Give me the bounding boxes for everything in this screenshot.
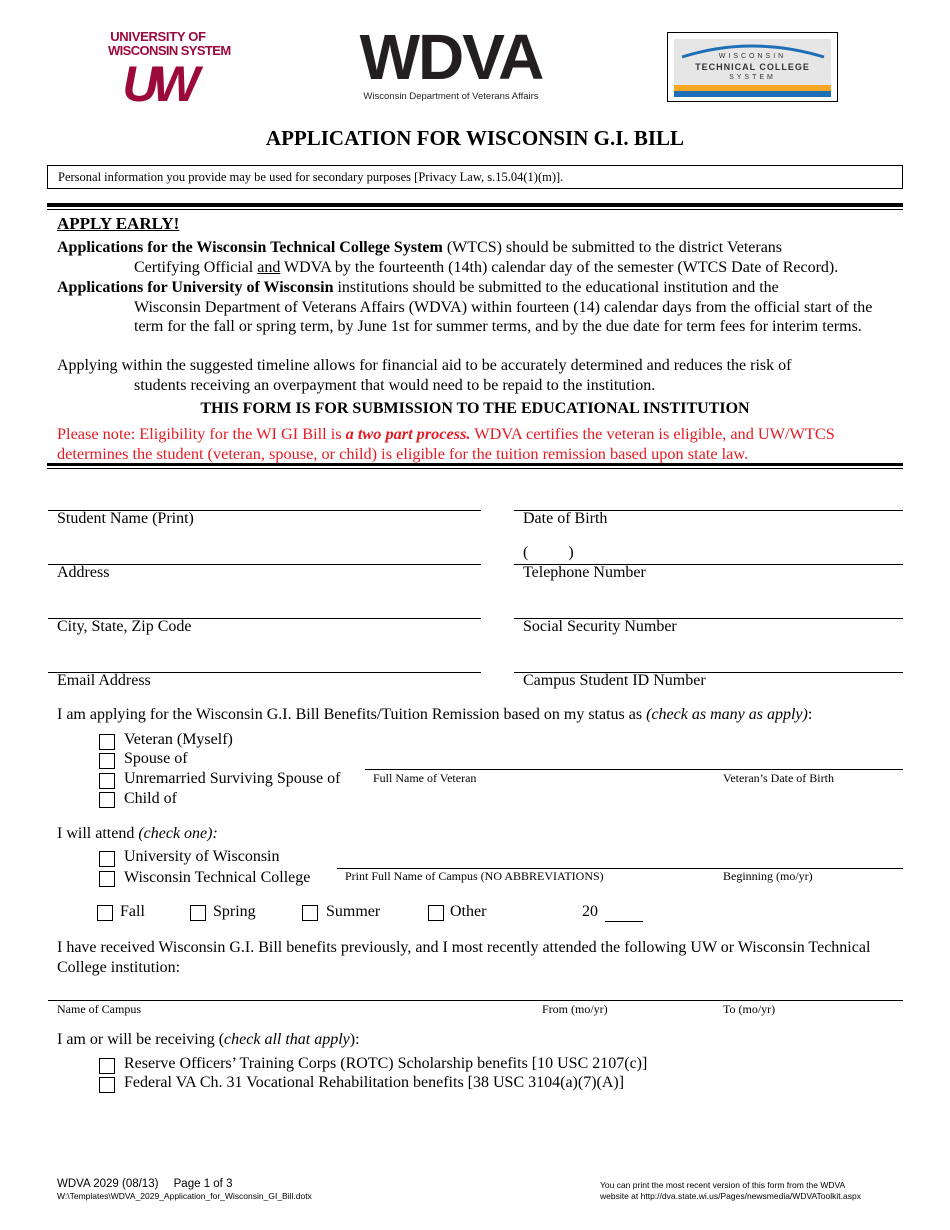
privacy-notice: Personal information you provide may be used for secondary purposes [Privacy Law, s.15.04(1)(m)]. xyxy=(58,170,564,184)
apply-early-heading: APPLY EARLY! xyxy=(57,214,180,233)
ssn-label: Social Security Number xyxy=(523,618,677,635)
receiving-prompt-emph: check all that apply xyxy=(224,1031,350,1048)
previous-from-caption: From (mo/yr) xyxy=(542,1002,608,1016)
footer-note1: You can print the most recent version of this form from the WDVA xyxy=(600,1180,846,1190)
page-title: APPLICATION FOR WISCONSIN G.I. BILL xyxy=(265,126,685,150)
uw-logo-line1: UNIVERSITY OF xyxy=(110,29,206,44)
attend-wtc-checkbox[interactable] xyxy=(99,871,115,887)
address-label: Address xyxy=(57,564,110,581)
divider-top-thin xyxy=(47,209,903,210)
term-other-label: Other xyxy=(450,903,487,920)
status-spouse-label: Spouse of xyxy=(124,750,188,767)
term-summer-checkbox[interactable] xyxy=(302,905,318,921)
attend-prompt-emph: (check one): xyxy=(138,825,218,842)
footer-note2: website at http://dva.state.wi.us/Pages/newsmedia/WDVAToolkit.aspx xyxy=(600,1191,861,1201)
veteran-name-line[interactable] xyxy=(365,769,903,770)
eligibility-note xyxy=(57,424,907,463)
email-label: Email Address xyxy=(57,672,151,689)
receiving-rotc-checkbox[interactable] xyxy=(99,1058,115,1074)
phone-area-code: ( ) xyxy=(523,544,574,561)
wdva-logo xyxy=(340,21,562,105)
wtcs-text2a: Certifying Official xyxy=(134,258,258,276)
privacy-notice-box xyxy=(47,165,903,189)
wdva-logo-caption: Wisconsin Department of Veterans Affairs xyxy=(363,91,539,102)
uw-logo-mark: UW xyxy=(122,56,194,112)
footer-form-id: WDVA 2029 (08/13) xyxy=(57,1178,159,1190)
status-child-checkbox[interactable] xyxy=(99,792,115,808)
receiving-prompt-text: I am or will be receiving ( xyxy=(57,1031,225,1048)
submission-heading: THIS FORM IS FOR SUBMISSION TO THE EDUCATIONAL INSTITUTION xyxy=(200,400,750,417)
receiving-voc-rehab-label: Federal VA Ch. 31 Vocational Rehabilitation benefits [38 USC 3104(a)(7)(A)] xyxy=(124,1074,625,1091)
status-child-label: Child of xyxy=(124,790,177,807)
wtcs-logo-line3: SYSTEM xyxy=(729,74,776,81)
footer-form-id-row xyxy=(57,1178,232,1190)
term-spring-checkbox[interactable] xyxy=(190,905,206,921)
uw-paragraph xyxy=(57,278,902,337)
wtcs-logo-line2: TECHNICAL COLLEGE xyxy=(695,62,810,72)
wtcs-logo xyxy=(667,32,838,102)
wtcs-text1: (WTCS) should be submitted to the district Veterans xyxy=(442,239,783,256)
date-of-birth-label: Date of Birth xyxy=(523,510,608,527)
receiving-prompt xyxy=(57,1031,360,1049)
status-prompt-emph: (check as many as apply) xyxy=(646,706,808,723)
wtcs-text2b: WDVA by the fourteenth (14th) calendar day of the semester (WTCS Date of Record). xyxy=(280,258,839,276)
divider-mid-thin xyxy=(47,468,903,469)
uw-text1: institutions should be submitted to the educational institution and the xyxy=(333,279,779,296)
campus-name-caption xyxy=(345,869,604,884)
previous-to-caption: To (mo/yr) xyxy=(723,1002,776,1016)
divider-top-thick xyxy=(47,203,903,207)
wtcs-blue-bar xyxy=(674,91,831,97)
uw-text2: Wisconsin Department of Veterans Affairs (WDVA) within fourteen (14) calendar days from the official start of the term for the fall or spring term, by June 1st for summer terms, and by the due date for term fees for interim terms. xyxy=(134,298,873,335)
divider-mid-thick xyxy=(47,463,903,466)
year-line[interactable] xyxy=(605,921,643,922)
timeline-text1: Applying within the suggested timeline allows for financial aid to be accurately determined and reduces the risk of xyxy=(57,357,792,374)
attend-prompt-text: I will attend xyxy=(57,825,139,842)
address-line[interactable] xyxy=(48,564,481,565)
term-spring-label: Spring xyxy=(213,903,256,920)
wtcs-and: and xyxy=(257,258,281,276)
footer-path: W:\Templates\WDVA_2029_Application_for_Wisconsin_GI_Bill.dotx xyxy=(57,1191,312,1201)
timeline-paragraph xyxy=(57,356,902,395)
attend-uw-label: University of Wisconsin xyxy=(124,848,280,865)
campus-name-caption-text: Print Full Name of Campus (NO ABBREVIATIONS) xyxy=(345,869,604,883)
wtcs-paragraph xyxy=(57,238,902,277)
status-veteran-label: Veteran (Myself) xyxy=(124,731,233,748)
telephone-label: Telephone Number xyxy=(523,564,646,581)
timeline-text2: students receiving an overpayment that would need to be repaid to the institution. xyxy=(134,376,656,394)
term-fall-checkbox[interactable] xyxy=(97,905,113,921)
veteran-dob-caption: Veteran’s Date of Birth xyxy=(723,771,834,785)
student-name-label: Student Name (Print) xyxy=(57,510,194,527)
status-surviving-spouse-checkbox[interactable] xyxy=(99,773,115,789)
attend-prompt xyxy=(57,825,218,843)
footer-page: Page 1 of 3 xyxy=(173,1178,233,1190)
status-prompt-end: : xyxy=(807,706,813,723)
city-state-zip-label: City, State, Zip Code xyxy=(57,618,192,635)
status-veteran-checkbox[interactable] xyxy=(99,734,115,750)
note-suffix: WDVA certifies the veteran is eligible, and UW/WTCS determines the student (veteran, spouse, or child) is eligible for the tuition remission based upon state law. xyxy=(57,424,835,463)
wtcs-logo-line1: WISCONSIN xyxy=(718,53,787,60)
uw-logo-line2: WISCONSIN SYSTEM xyxy=(108,43,231,58)
status-surviving-spouse-label: Unremarried Surviving Spouse of xyxy=(124,770,341,787)
wdva-logo-mark: WDVA xyxy=(359,21,543,93)
status-spouse-checkbox[interactable] xyxy=(99,753,115,769)
uw-logo xyxy=(108,29,231,114)
attend-uw-checkbox[interactable] xyxy=(99,851,115,867)
uw-bold: Applications for University of Wisconsin xyxy=(57,279,334,296)
campus-id-label: Campus Student ID Number xyxy=(523,672,706,689)
term-other-checkbox[interactable] xyxy=(428,905,444,921)
wtcs-bold: Applications for the Wisconsin Technical College System xyxy=(57,239,443,256)
term-summer-label: Summer xyxy=(326,903,381,920)
attend-wtc-label: Wisconsin Technical College xyxy=(124,869,311,886)
receiving-rotc-label: Reserve Officers’ Training Corps (ROTC) Scholarship benefits [10 USC 2107(c)] xyxy=(124,1055,648,1072)
wtcs-logo-panel xyxy=(674,39,831,97)
status-prompt-text: I am applying for the Wisconsin G.I. Bill Benefits/Tuition Remission based on my status as xyxy=(57,706,647,723)
note-emph: a two part process. xyxy=(345,424,471,443)
year-prefix: 20 xyxy=(582,903,598,920)
note-prefix: Please note: Eligibility for the WI GI Bill is xyxy=(57,424,346,443)
previous-campus-caption: Name of Campus xyxy=(57,1002,141,1016)
term-fall-label: Fall xyxy=(120,903,145,920)
previous-text: I have received Wisconsin G.I. Bill benefits previously, and I most recently attended the following UW or Wisconsin Technical College institution: xyxy=(57,939,871,976)
veteran-name-caption: Full Name of Veteran xyxy=(373,771,477,785)
beginning-caption: Beginning (mo/yr) xyxy=(723,869,813,883)
receiving-prompt-end: ): xyxy=(349,1031,360,1048)
previous-campus-line[interactable] xyxy=(48,1000,903,1001)
status-prompt xyxy=(57,706,812,724)
receiving-voc-rehab-checkbox[interactable] xyxy=(99,1077,115,1093)
